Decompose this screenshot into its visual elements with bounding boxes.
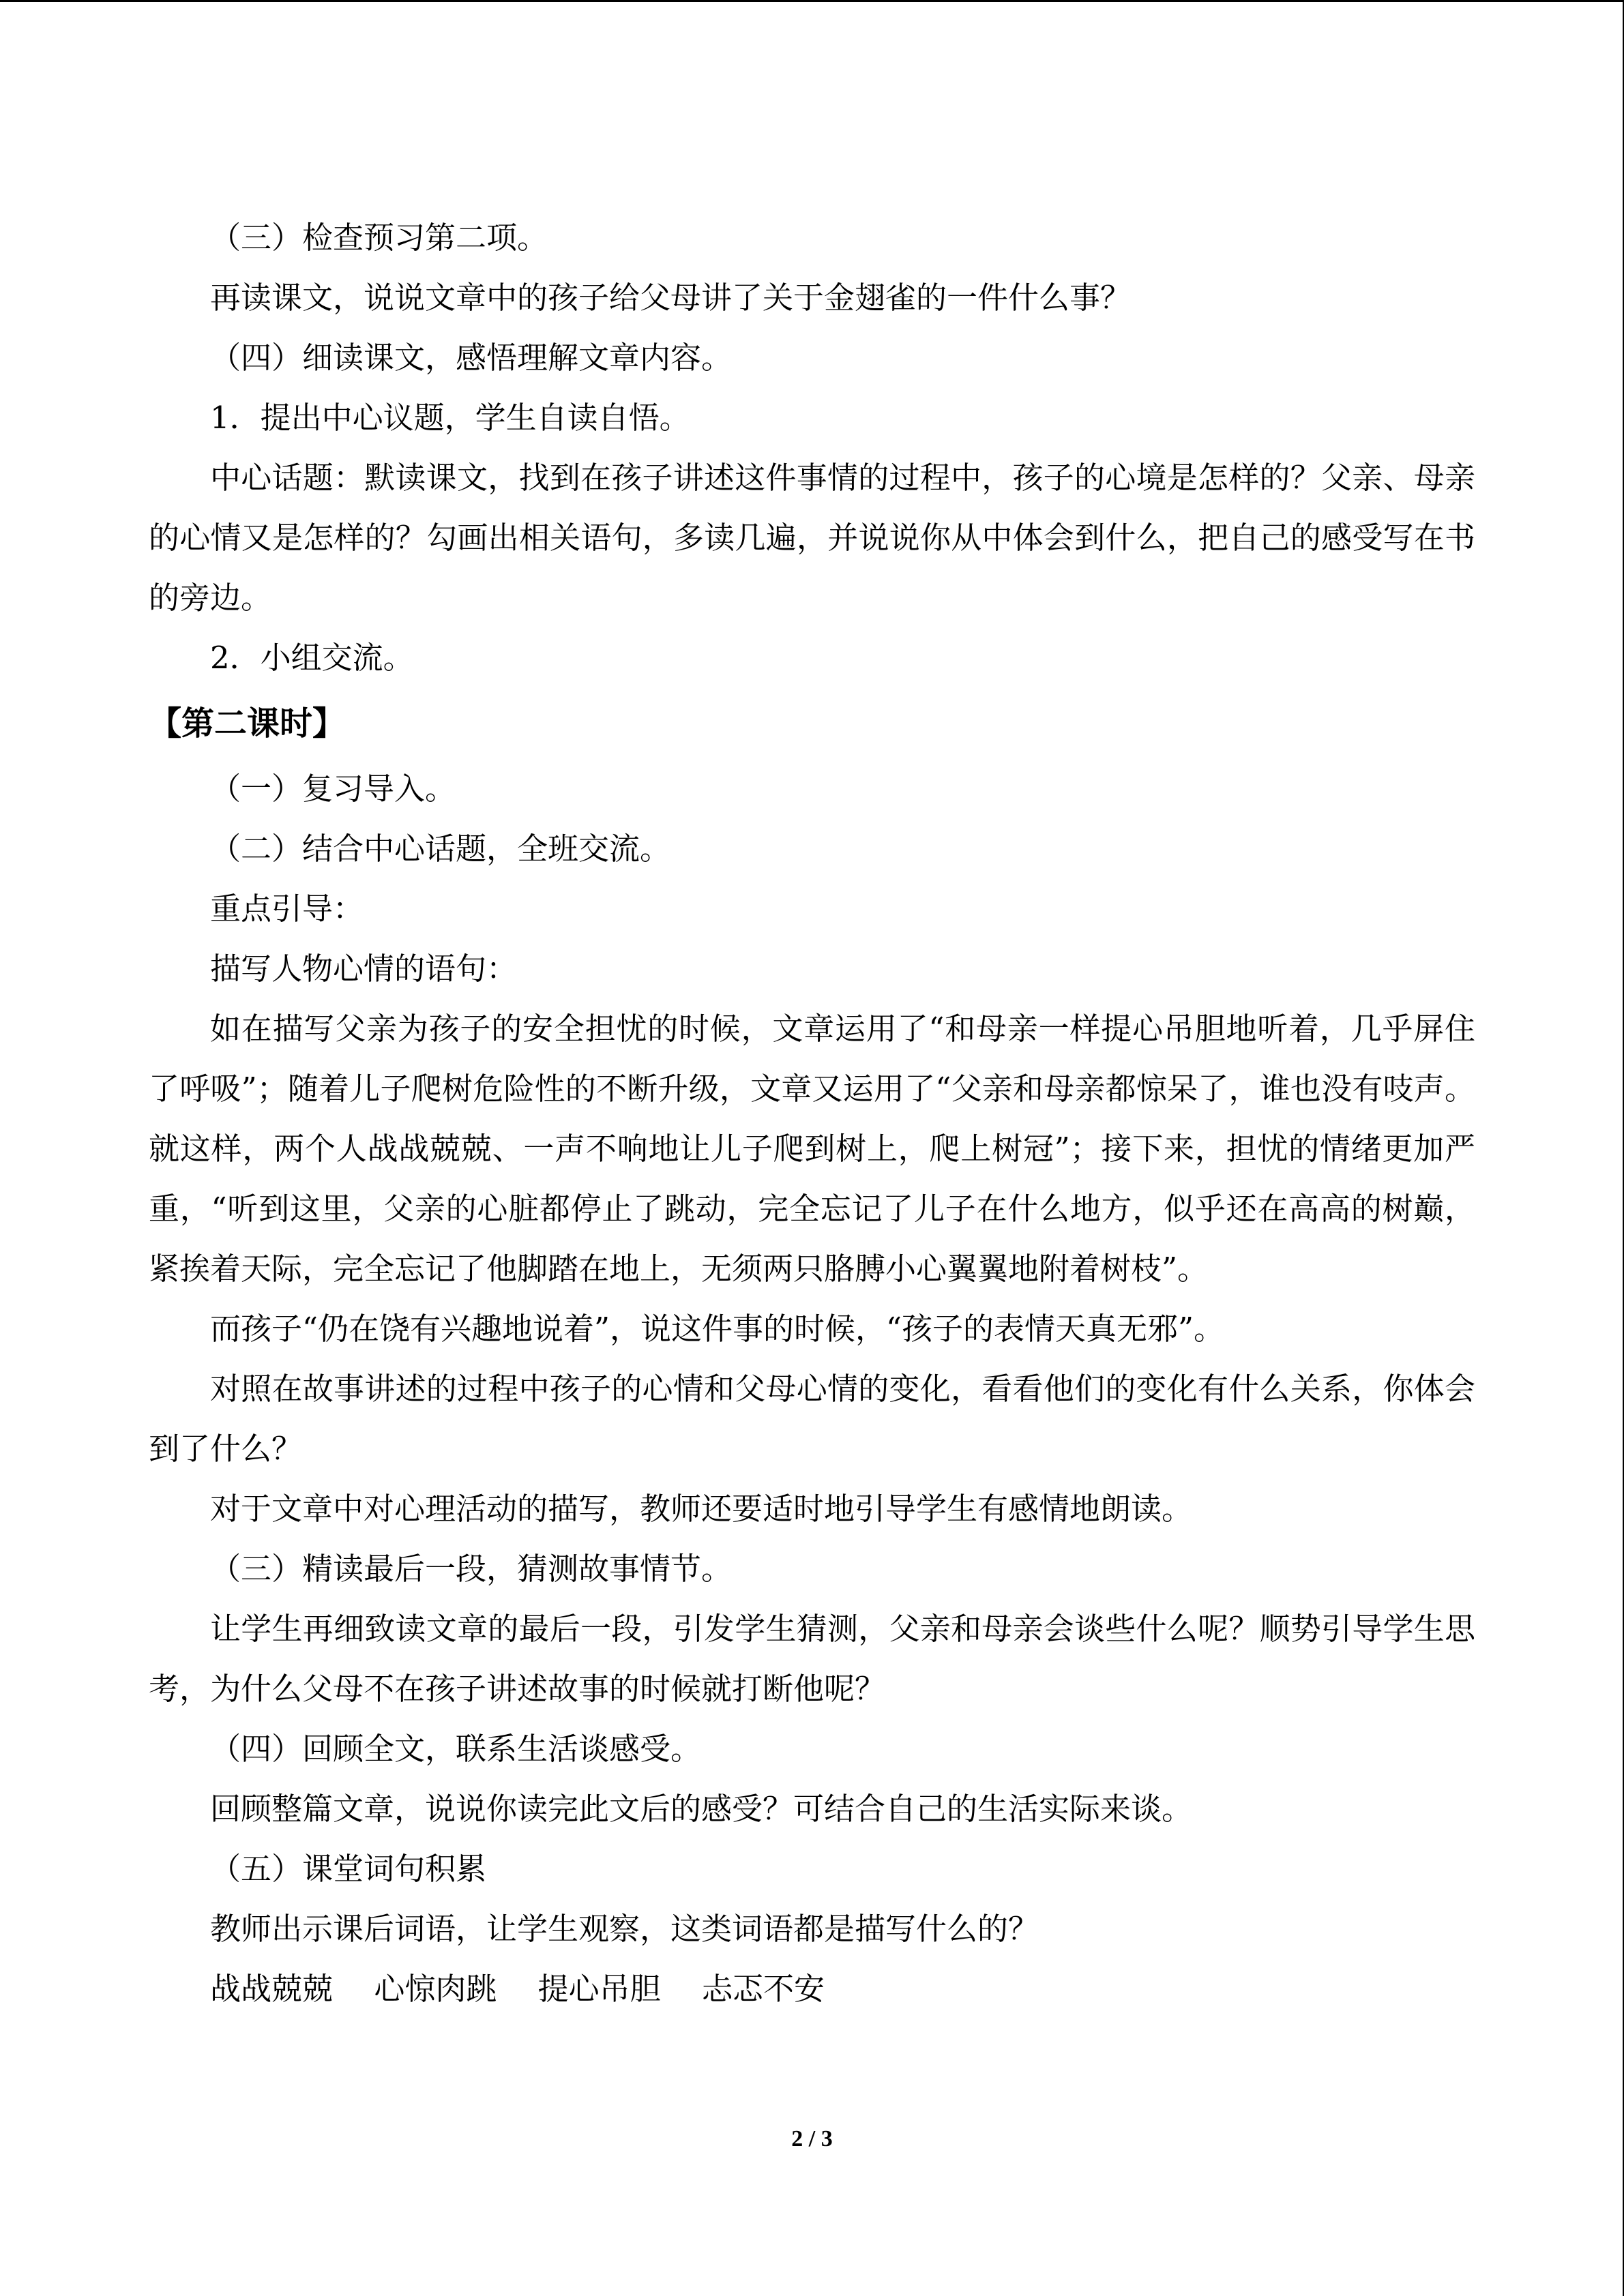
paragraph: 让学生再细致读文章的最后一段，引发学生猜测，父亲和母亲会谈些什么呢？顺势引导学生思考，为什么父母不在孩子讲述故事的时候就打断他呢？	[149, 1611, 1475, 1707]
page-number: 2 / 3	[791, 2126, 833, 2151]
top-border-line	[0, 0, 1624, 2]
paragraph: 回顾整篇文章，说说你读完此文后的感受？可结合自己的生活实际来谈。	[210, 1791, 1193, 1827]
paragraph: （二）结合中心话题，全班交流。	[210, 831, 671, 867]
paragraph: （三）精读最后一段，猜测故事情节。	[210, 1551, 733, 1587]
paragraph: 对照在故事讲述的过程中孩子的心情和父母心情的变化，看看他们的变化有什么关系，你体会到了什么？	[149, 1371, 1475, 1467]
paragraph: 描写人物心情的语句：	[210, 951, 518, 987]
document-body	[149, 208, 1475, 2019]
paragraph: 2．小组交流。	[210, 640, 414, 676]
section-heading: 【第二课时】	[149, 704, 346, 743]
paragraph: 如在描写父亲为孩子的安全担忧的时候，文章运用了“和母亲一样提心吊胆地听着，几乎屏住了呼吸”；随着儿子爬树危险性的不断升级，文章又运用了“父亲和母亲都惊呆了，谁也没有吱声。就这样，两个人战战兢兢、一声不响地让儿子爬到树上，爬上树冠”；接下来，担忧的情绪更加严重，“听到这里，父亲的心脏都停止了跳动，完全忘记了儿子在什么地方，似乎还在高高的树巅，紧挨着天际，完全忘记了他脚踏在地上，无须两只胳膊小心翼翼地附着树枝”。	[149, 1011, 1475, 1287]
paragraph: 而孩子“仍在饶有兴趣地说着”，说这件事的时候，“孩子的表情天真无邪”。	[210, 1311, 1225, 1347]
paragraph: 1．提出中心议题，学生自读自悟。	[210, 400, 690, 436]
vocabulary-word: 提心吊胆	[537, 1971, 661, 2007]
paragraph: 再读课文，说说文章中的孩子给父母讲了关于金翅雀的一件什么事？	[210, 280, 1132, 316]
vocabulary-word: 战战兢兢	[210, 1971, 334, 2007]
paragraph: 对于文章中对心理活动的描写，教师还要适时地引导学生有感情地朗读。	[210, 1491, 1193, 1527]
paragraph: 中心话题：默读课文，找到在孩子讲述这件事情的过程中，孩子的心境是怎样的？父亲、母亲的心情又是怎样的？勾画出相关语句，多读几遍，并说说你从中体会到什么，把自己的感受写在书的旁边。	[149, 460, 1475, 616]
vocabulary-list	[149, 1959, 1475, 2019]
vocabulary-word: 心惊肉跳	[374, 1971, 497, 2007]
paragraph: （五）课堂词句积累	[210, 1851, 487, 1887]
paragraph: （四）细读课文，感悟理解文章内容。	[210, 340, 733, 376]
paragraph: （三）检查预习第二项。	[210, 220, 548, 256]
paragraph: 重点引导：	[210, 891, 364, 927]
paragraph: （一）复习导入。	[210, 771, 456, 807]
paragraph: 教师出示课后词语，让学生观察，这类词语都是描写什么的？	[210, 1911, 1039, 1947]
vocabulary-word: 忐忑不安	[701, 1971, 825, 2007]
paragraph: （四）回顾全文，联系生活谈感受。	[210, 1731, 702, 1767]
